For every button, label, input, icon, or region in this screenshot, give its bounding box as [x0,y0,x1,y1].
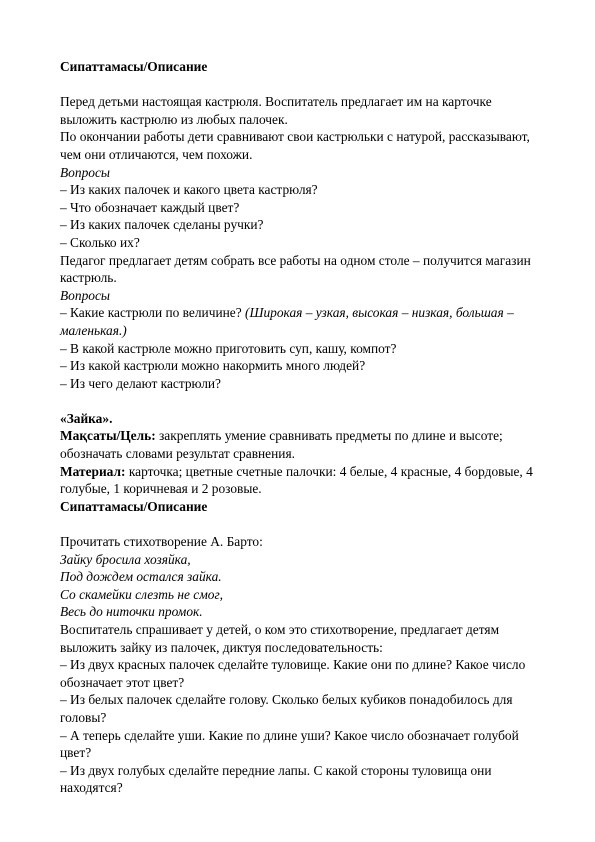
question-item: – Из какой кастрюли можно накормить много людей? [60,358,366,374]
question-item: – Из двух красных палочек сделайте туловище. Какие они по длине? Какое число обозначает этот цвет? [60,657,526,690]
question-item: – Что обозначает каждый цвет? [60,199,240,215]
poem-line: Со скамейки слезть не смог, [60,586,224,602]
poem-line: Весь до ниточки промок. [60,604,203,620]
material-label: Материал: [60,463,126,479]
question-item: – Из белых палочек сделайте голову. Сколько белых кубиков понадобилось для головы? [60,692,513,725]
question-item: – Сколько их? [60,234,140,250]
paragraph-shop: Педагог предлагает детям собрать все работы на одном столе – получится магазин кастрюль. [60,252,531,286]
material-paragraph [60,463,545,498]
questions-label: Вопросы [60,164,110,180]
question-item: – А теперь сделайте уши. Какие по длине уши? Какое число обозначает голубой цвет? [60,727,519,761]
paragraph-intro: Перед детьми настоящая кастрюля. Воспитатель предлагает им на карточке выложить кастрюлю из любых палочек. [60,94,492,127]
poem-line: Под дождем остался зайка. [60,569,222,585]
poem-line: Зайку бросила хозяйка, [60,551,191,567]
game-title: «Зайка». [60,410,113,426]
goal-text: закреплять умение сравнивать предметы по длине и высоте; обозначать словами результат сравнения. [60,428,503,462]
question-item: – В какой кастрюле можно приготовить суп, кашу, компот? [60,340,397,356]
question-item: – Из двух голубых сделайте передние лапы. С какой стороны туловища они находятся? [60,762,492,796]
paragraph-comparison: По окончании работы дети сравнивают свои кастрюльки с натурой, рассказывают, чем они отличаются, чем похожи. [60,129,530,162]
material-text: карточка; цветные счетные палочки: 4 белые, 4 красные, 4 бордовые, 4 голубые, 1 коричневая и 2 розовые. [60,463,533,497]
section-heading-description: Сипаттамасы/Описание [60,498,208,514]
paragraph-instructions: Воспитатель спрашивает у детей, о ком это стихотворение, предлагает детям выложить зайку из палочек, диктуя последовательность: [60,622,500,655]
question-item: – Из каких палочек и какого цвета кастрюля? [60,182,318,198]
spacer [60,392,545,410]
question-text: – Какие кастрюли по величине? [60,305,242,321]
question-item [60,304,545,339]
section-heading-description: Сипаттамасы/Описание [60,59,208,74]
question-answer-hint: (Широкая – узкая, высокая – низкая, большая – маленькая.) [60,305,514,338]
goal-label: Мақсаты/Цель: [60,428,156,444]
paragraph-poem-intro: Прочитать стихотворение А. Барто: [60,534,263,550]
question-item: – Из чего делают кастрюли? [60,375,222,391]
goal-paragraph [60,427,545,462]
questions-label: Вопросы [60,287,110,303]
question-item: – Из каких палочек сделаны ручки? [60,217,264,233]
spacer [60,515,545,533]
spacer [60,76,545,94]
